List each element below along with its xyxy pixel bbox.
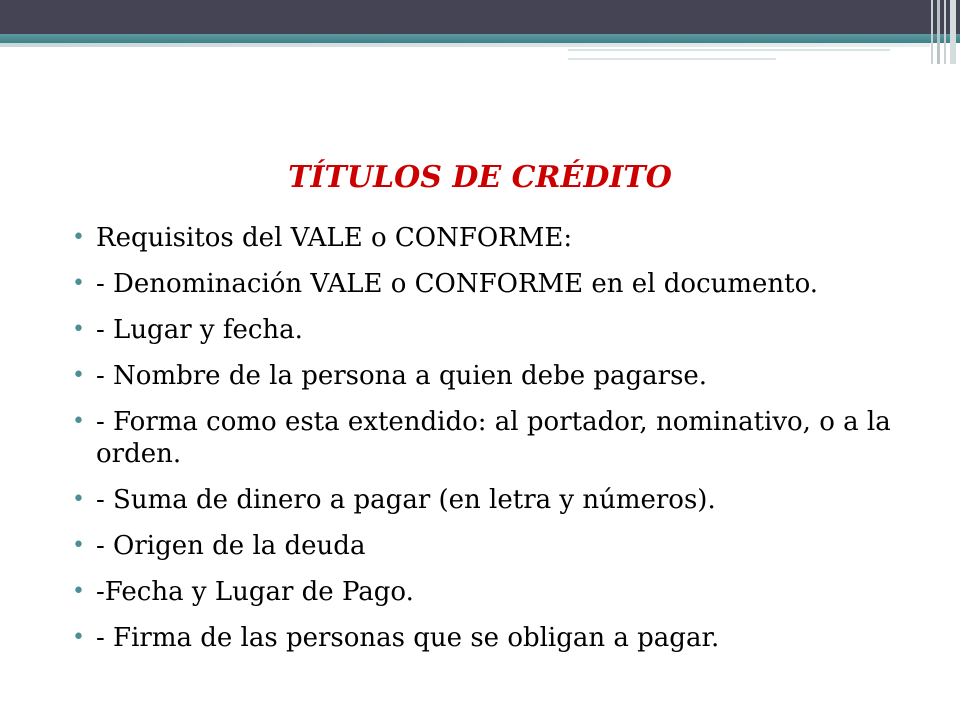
header-band-teal <box>0 34 960 43</box>
bullet-item <box>72 576 902 608</box>
bullet-item <box>72 530 902 562</box>
bullet-dot: • <box>72 533 85 558</box>
bullet-item <box>72 484 902 516</box>
bullet-text: - Nombre de la persona a quien debe pagarse. <box>96 361 708 391</box>
header-accent-line <box>568 49 890 51</box>
corner-strip <box>937 0 940 64</box>
bullet-dot: • <box>72 409 85 434</box>
bullet-text: - Denominación VALE o CONFORME en el documento. <box>96 269 819 299</box>
bullet-text: Requisitos del VALE o CONFORME: <box>96 223 573 253</box>
bullet-item <box>72 360 902 392</box>
bullet-text: - Firma de las personas que se obligan a pagar. <box>96 623 720 653</box>
bullet-dot: • <box>72 317 85 342</box>
bullet-dot: • <box>72 625 85 650</box>
bullet-item <box>72 314 902 346</box>
corner-decoration <box>928 0 960 64</box>
bullet-text: - Origen de la deuda <box>96 531 366 561</box>
bullet-text: - Forma como esta extendido: al portador, nominativo, o a la orden. <box>96 407 891 469</box>
bullet-dot: • <box>72 363 85 388</box>
corner-strip <box>931 0 933 64</box>
header-band-shadow <box>0 43 930 47</box>
bullet-list <box>72 222 902 668</box>
corner-strip <box>950 0 956 64</box>
bullet-item <box>72 222 902 254</box>
bullet-dot: • <box>72 225 85 250</box>
bullet-text: - Lugar y fecha. <box>96 315 303 345</box>
bullet-item <box>72 406 902 470</box>
bullet-dot: • <box>72 487 85 512</box>
header-accent-line <box>568 58 776 60</box>
bullet-item <box>72 268 902 300</box>
slide-title: TÍTULOS DE CRÉDITO <box>288 160 672 195</box>
bullet-text: - Suma de dinero a pagar (en letra y números). <box>96 485 716 515</box>
bullet-dot: • <box>72 579 85 604</box>
bullet-dot: • <box>72 271 85 296</box>
bullet-item <box>72 622 902 654</box>
bullet-text: -Fecha y Lugar de Pago. <box>96 577 414 607</box>
header-band-dark <box>0 0 960 34</box>
corner-strip <box>944 0 946 64</box>
